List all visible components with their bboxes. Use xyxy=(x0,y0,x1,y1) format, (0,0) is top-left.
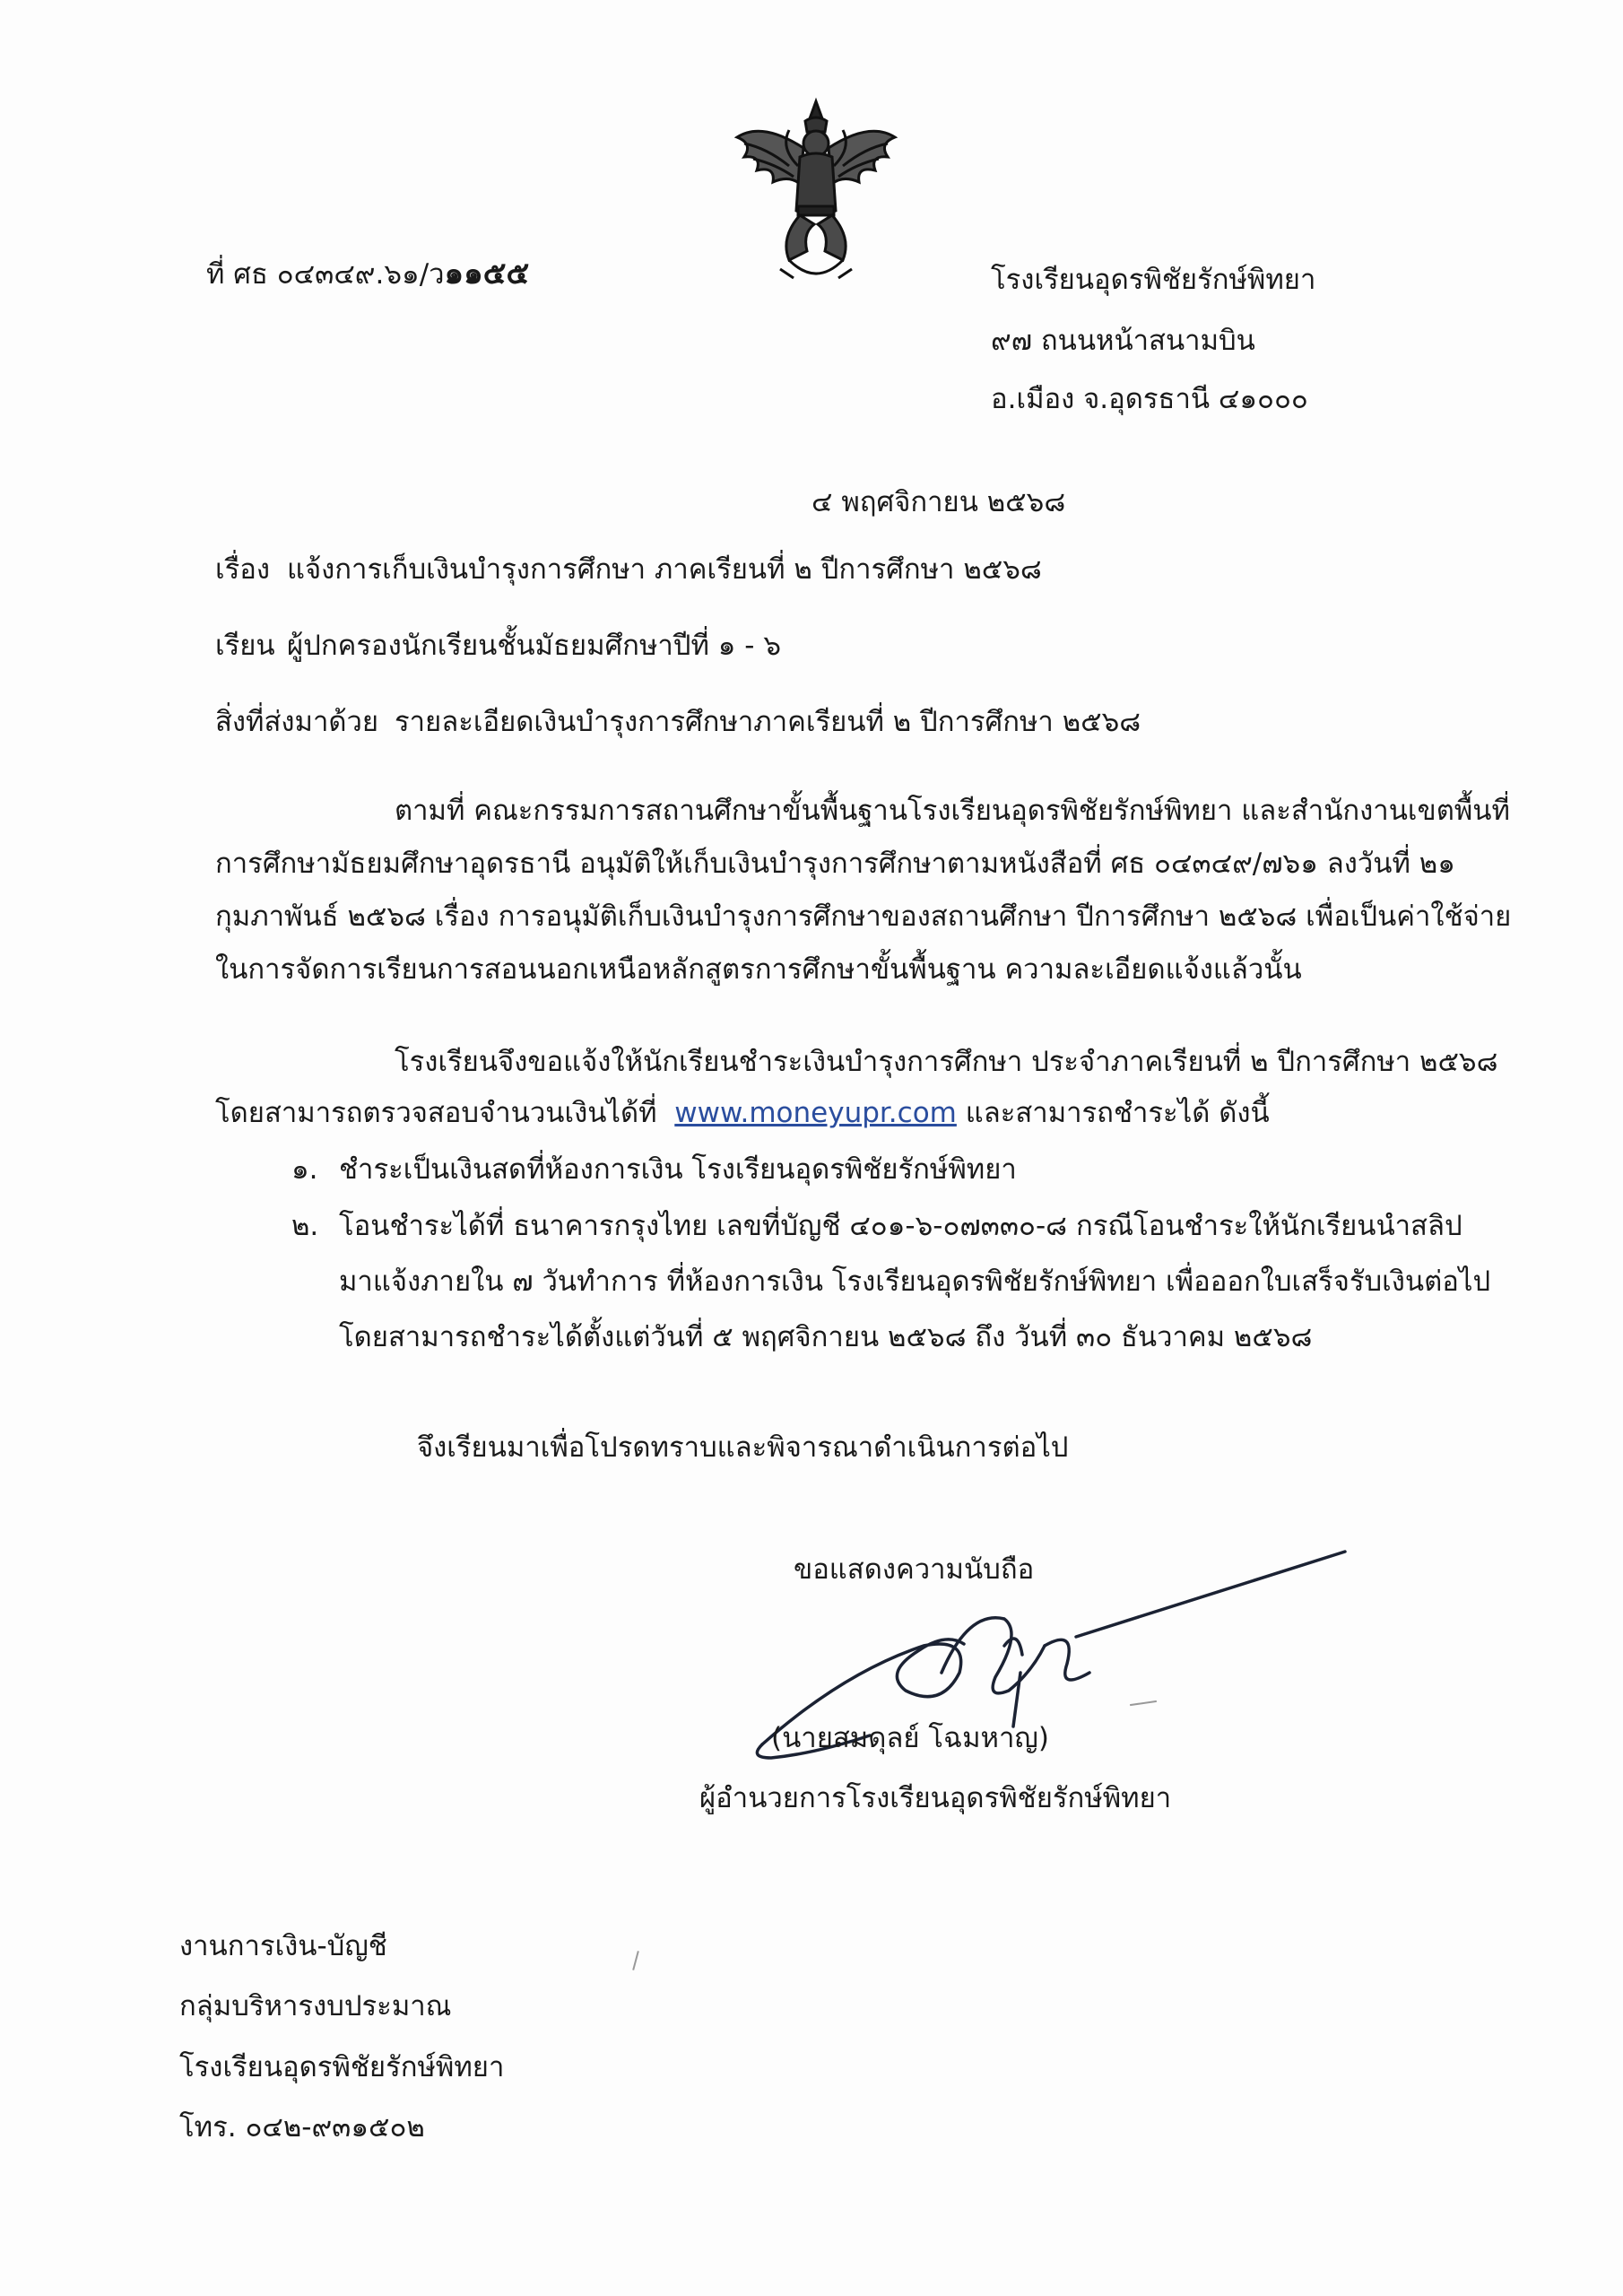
footer-school: โรงเรียนอุดรพิชัยรักษ์พิทยา xyxy=(179,2051,505,2083)
recipient-text: ผู้ปกครองนักเรียนชั้นมัธยมศึกษาปีที่ ๑ - ๖ xyxy=(287,630,782,662)
address-line-2: อ.เมือง จ.อุดรธานี ๔๑๐๐๐ xyxy=(991,383,1308,415)
paragraph-2-prefix: โดยสามารถตรวจสอบจำนวนเงินได้ที่ xyxy=(215,1097,657,1129)
salutation: ขอแสดงความนับถือ xyxy=(794,1553,1035,1586)
paragraph-1-line-3: กุมภาพันธ์ ๒๕๖๘ เรื่อง การอนุมัติเก็บเงินบำรุงการศึกษาของสถานศึกษา ปีการศึกษา ๒๕๖๘ เพื่อเป็นค่าใช้จ่าย xyxy=(215,900,1512,933)
subject-label: เรื่อง xyxy=(215,553,271,586)
garuda-emblem-icon xyxy=(726,94,906,287)
item-2-line-3: โดยสามารถชำระได้ตั้งแต่วันที่ ๕ พฤศจิกายน ๒๕๖๘ ถึง วันที่ ๓๐ ธันวาคม ๒๕๖๘ xyxy=(339,1321,1313,1353)
item-2-line-2: มาแจ้งภายใน ๗ วันทำการ ที่ห้องการเงิน โรงเรียนอุดรพิชัยรักษ์พิทยา เพื่อออกใบเสร็จรับเงินต่อไป xyxy=(339,1265,1491,1298)
footer-phone: โทร. ๐๔๒-๙๓๑๕๐๒ xyxy=(179,2111,425,2144)
paragraph-2-line-2 xyxy=(215,1087,1270,1140)
scan-speck xyxy=(632,1951,639,1970)
footer-group: กลุ่มบริหารงบประมาณ xyxy=(179,1990,452,2022)
reference-number xyxy=(206,256,529,292)
letter-date: ๔ พฤศจิกายน ๒๕๖๘ xyxy=(812,486,1066,518)
paragraph-1-line-4: ในการจัดการเรียนการสอนนอกเหนือหลักสูตรการศึกษาขั้นพื้นฐาน ความละเอียดแจ้งแล้วนั้น xyxy=(215,953,1302,986)
reference-stamp-number: ๑๑๕๕ xyxy=(444,256,530,291)
footer-department: งานการเงิน-บัญชี xyxy=(179,1930,387,1962)
paragraph-2-line-1: โรงเรียนจึงขอแจ้งให้นักเรียนชำระเงินบำรุงการศึกษา ประจำภาคเรียนที่ ๒ ปีการศึกษา ๒๕๖๘ xyxy=(395,1046,1498,1078)
reference-prefix: ที่ ศธ ๐๔๓๔๙.๖๑/ว xyxy=(206,258,445,291)
paragraph-2-suffix: และสามารถชำระได้ ดังนี้ xyxy=(965,1097,1270,1129)
enclosure-label: สิ่งที่ส่งมาด้วย xyxy=(215,706,379,738)
item-2-line-1: โอนชำระได้ที่ ธนาคารกรุงไทย เลขที่บัญชี ๔๐๑-๖-๐๗๓๓๐-๘ กรณีโอนชำระให้นักเรียนนำสลิป xyxy=(339,1210,1462,1242)
moneyupr-link[interactable]: www.moneyupr.com xyxy=(674,1097,957,1129)
recipient-label: เรียน xyxy=(215,630,275,662)
paragraph-1-line-1: ตามที่ คณะกรรมการสถานศึกษาขั้นพื้นฐานโรงเรียนอุดรพิชัยรักษ์พิทยา และสำนักงานเขตพื้นที่ xyxy=(395,795,1510,827)
address-line-1: ๙๗ ถนนหน้าสนามบิน xyxy=(991,325,1255,357)
signatory-name: (นายสมดุลย์ โฉมหาญ) xyxy=(771,1722,1049,1754)
enclosure-text: รายละเอียดเงินบำรุงการศึกษาภาคเรียนที่ ๒ ปีการศึกษา ๒๕๖๘ xyxy=(395,706,1141,738)
item-1-number: ๑. xyxy=(291,1153,318,1186)
item-2-number: ๒. xyxy=(291,1210,319,1242)
subject-text: แจ้งการเก็บเงินบำรุงการศึกษา ภาคเรียนที่ ๒ ปีการศึกษา ๒๕๖๘ xyxy=(287,553,1042,586)
school-name: โรงเรียนอุดรพิชัยรักษ์พิทยา xyxy=(991,264,1316,296)
paragraph-1-line-2: การศึกษามัธยมศึกษาอุดรธานี อนุมัติให้เก็บเงินบำรุงการศึกษาตามหนังสือที่ ศธ ๐๔๓๔๙/๗๖๑ ลงวันที่ ๒๑ xyxy=(215,848,1455,880)
signatory-position: ผู้อำนวยการโรงเรียนอุดรพิชัยรักษ์พิทยา xyxy=(699,1782,1172,1814)
item-1-text: ชำระเป็นเงินสดที่ห้องการเงิน โรงเรียนอุดรพิชัยรักษ์พิทยา xyxy=(339,1153,1017,1186)
closing-text: จึงเรียนมาเพื่อโปรดทราบและพิจารณาดำเนินการต่อไป xyxy=(417,1431,1069,1464)
